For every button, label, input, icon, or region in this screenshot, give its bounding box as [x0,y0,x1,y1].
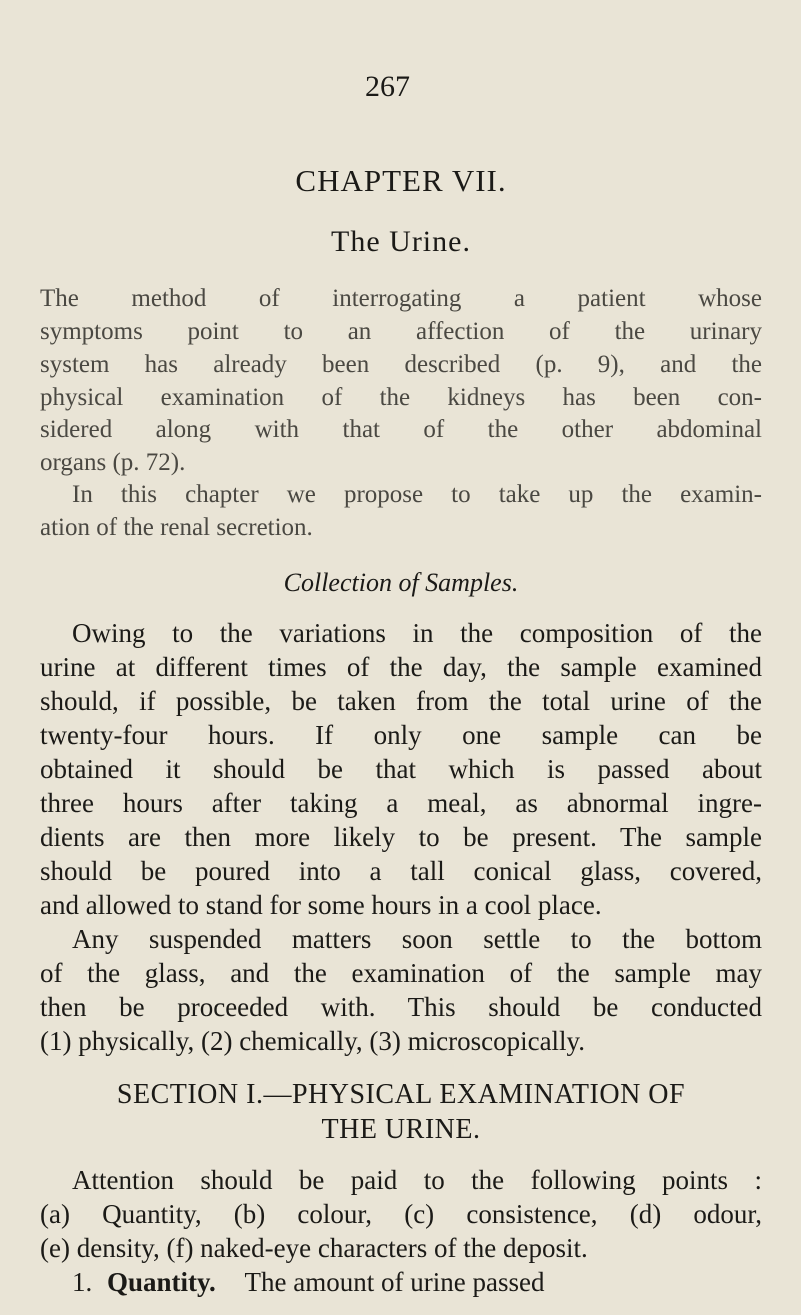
text-line: symptoms point to an affection of the urinary [40,318,762,345]
text-line: system has already been described (p. 9), and the [40,351,762,378]
text-line: dients are then more likely to be present. The sample [40,822,762,852]
text-line: of the glass, and the examination of the sample may [40,958,762,988]
text-line: The method of interrogating a patient whose [40,285,762,312]
text-line: should be poured into a tall conical glass, covered, [40,856,762,886]
text-line: three hours after taking a meal, as abnormal ingre- [40,788,762,818]
text-line: twenty-four hours. If only one sample can be [40,720,762,750]
item-number: 1. [72,1267,93,1297]
text-line: organs (p. 72). [40,449,186,476]
term-heading: Quantity. [107,1267,216,1297]
text-line: urine at different times of the day, the sample examined [40,652,762,682]
text-line: physical examination of the kidneys has been con- [40,384,762,411]
text-line: (1) physically, (2) chemically, (3) microscopically. [40,1026,586,1056]
page-number: 267 [365,70,410,103]
chapter-title: The Urine. [331,225,471,258]
text-line: should, if possible, be taken from the total urine of the [40,686,762,716]
text-line: ation of the renal secretion. [40,514,313,541]
text-line: and allowed to stand for some hours in a cool place. [40,890,602,920]
section-subheading: Collection of Samples. [283,568,519,597]
text-line: Any suspended matters soon settle to the bottom [72,924,762,954]
text-line: Owing to the variations in the composition of the [72,618,762,648]
chapter-heading: CHAPTER VII. [295,163,507,198]
section-heading: SECTION I.—PHYSICAL EXAMINATION OF [116,1079,686,1110]
text-line: (a) Quantity, (b) colour, (c) consistence, (d) odour, [40,1199,762,1229]
item-text: The amount of urine passed [244,1267,545,1297]
section-heading: THE URINE. [321,1114,481,1145]
text-line: then be proceeded with. This should be conducted [40,992,762,1022]
text-line: Attention should be paid to the following points : [72,1165,762,1195]
text-line: (e) density, (f) naked-eye characters of the deposit. [40,1233,588,1263]
text-line: obtained it should be that which is passed about [40,754,762,784]
text-line: sidered along with that of the other abdominal [40,416,762,443]
text-line: In this chapter we propose to take up the examin- [72,481,762,508]
text-line [72,1266,762,1298]
